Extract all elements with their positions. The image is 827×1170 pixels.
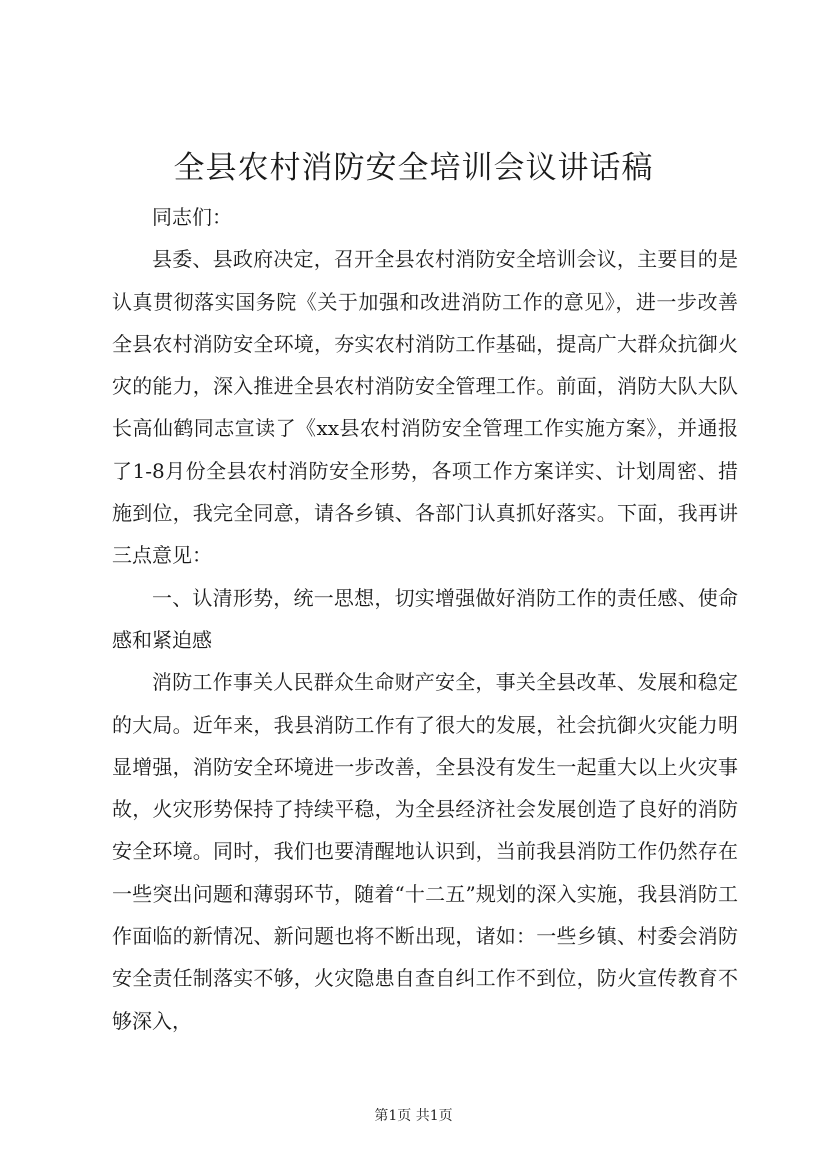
salutation-paragraph: 同志们：: [152, 205, 232, 229]
section-heading: 一、认清形势，统一思想，切实增强做好消防工作的责任感、使命感和紧迫感: [112, 585, 738, 652]
page-footer: 第1页 共1页: [374, 1108, 453, 1124]
document-body: [112, 196, 738, 1042]
document-title: 全县农村消防安全培训会议讲话稿: [173, 150, 654, 186]
body-paragraph: 消防工作事关人民群众生命财产安全，事关全县改革、发展和稳定的大局。近年来，我县消防工作有了很大的发展，社会抗御火灾能力明显增强，消防安全环境进一步改善，全县没有发生一起重大以上火灾事故，火灾形势保持了持续平稳，为全县经济社会发展创造了良好的消防安全环境。同时，我们也要清醒地认识到，当前我县消防工作仍然存在一些突出问题和薄弱环节，随着“十二五”规划的深入实施，我县消防工作面临的新情况、新问题也将不断出现，诸如：一些乡镇、村委会消防安全责任制落实不够，火灾隐患自查自纠工作不到位，防火宣传教育不够深入，: [112, 670, 738, 1033]
intro-paragraph: 县委、县政府决定，召开全县农村消防安全培训会议，主要目的是认真贯彻落实国务院《关于加强和改进消防工作的意见》，进一步改善全县农村消防安全环境，夯实农村消防工作基础，提高广大群众抗御火灾的能力，深入推进全县农村消防安全管理工作。前面，消防大队大队长高仙鹤同志宣读了《xx县农村消防安全管理工作实施方案》，并通报了1-8月份全县农村消防安全形势，各项工作方案详实、计划周密、措施到位，我完全同意，请各乡镇、各部门认真抓好落实。下面，我再讲三点意见：: [112, 247, 738, 568]
